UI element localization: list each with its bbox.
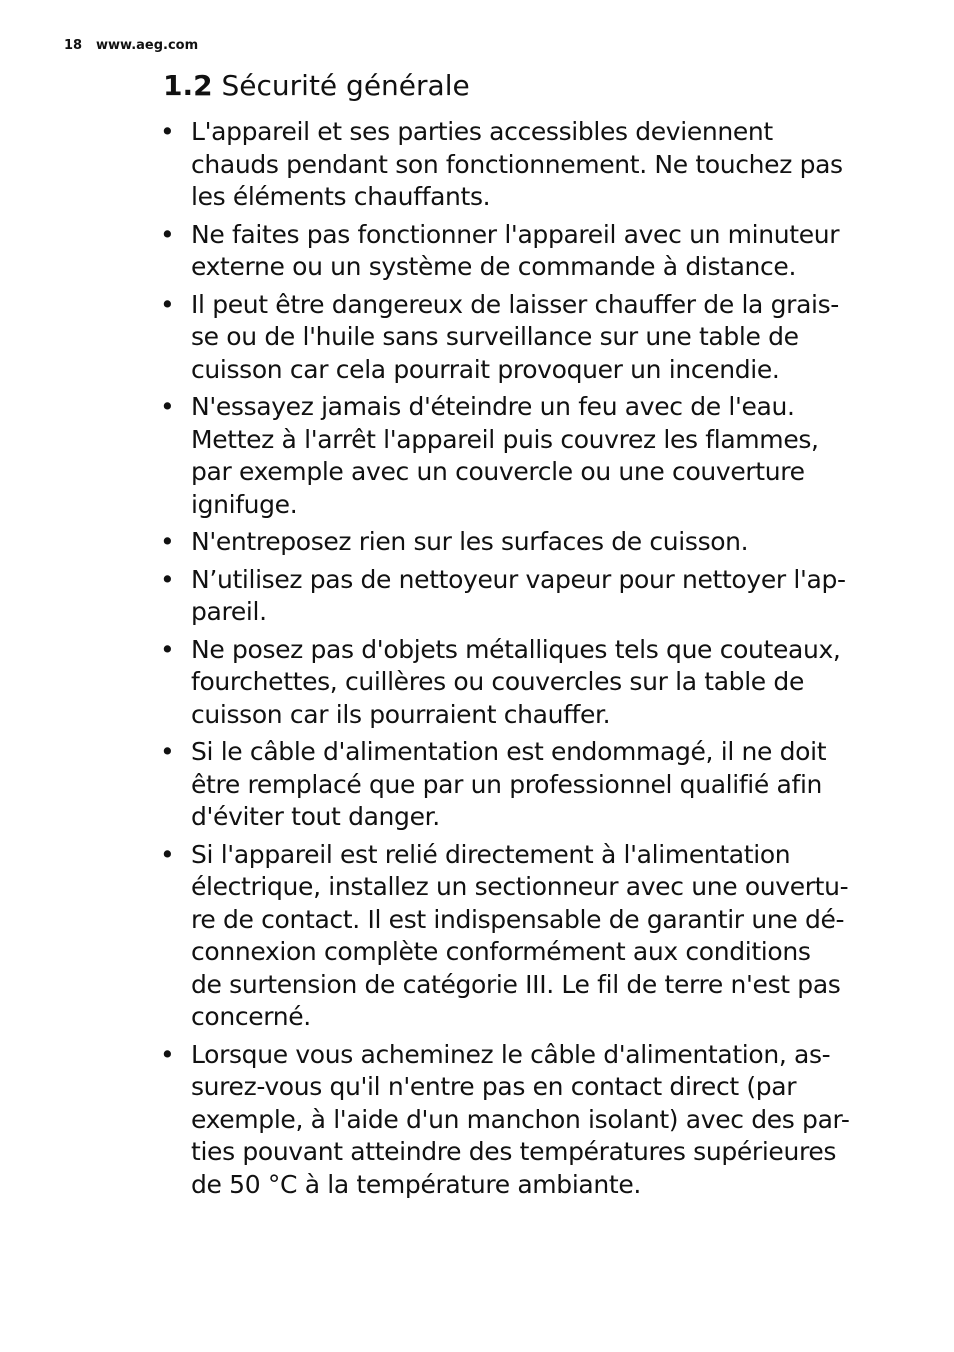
list-item	[160, 736, 900, 834]
website-link[interactable]: www.aeg.com	[96, 38, 199, 53]
list-item-line: N’utilisez pas de nettoyeur vapeur pour nettoyer l'ap-	[191, 564, 846, 594]
list-item-line: externe ou un système de commande à distance.	[191, 252, 797, 281]
list-item	[160, 219, 900, 284]
list-item-line: Il peut être dangereux de laisser chauffer de la grais-	[191, 289, 839, 319]
bullet-icon: •	[160, 564, 175, 594]
bullet-icon: •	[160, 289, 175, 319]
list-item-line: concerné.	[191, 1002, 311, 1031]
list-item-line: Ne posez pas d'objets métalliques tels que couteaux,	[191, 634, 841, 664]
list-item	[160, 391, 900, 521]
list-item-line: N'entreposez rien sur les surfaces de cuisson.	[191, 527, 749, 556]
list-item	[160, 1039, 900, 1202]
list-item-line: être remplacé que par un professionnel qualifié afin	[191, 769, 823, 799]
list-item-line: cuisson car cela pourrait provoquer un incendie.	[191, 354, 780, 384]
section-title-text: Sécurité générale	[221, 69, 470, 102]
list-item-line: re de contact. Il est indispensable de garantir une dé-	[191, 904, 845, 934]
bullet-icon: •	[160, 1039, 175, 1069]
bullet-icon: •	[160, 839, 175, 869]
list-item	[160, 839, 900, 1034]
list-item-line: pareil.	[191, 597, 267, 626]
bullet-icon: •	[160, 117, 175, 146]
list-item-line: fourchettes, cuillères ou couvercles sur la table de	[191, 667, 804, 696]
list-item-line: de 50 °C à la température ambiante.	[191, 1169, 641, 1199]
list-item-line: électrique, installez un sectionneur avec une ouvertu-	[191, 872, 849, 901]
list-item-line: exemple, à l'aide d'un manchon isolant) avec des par-	[191, 1104, 850, 1134]
list-item-line: chauds pendant son fonctionnement. Ne touchez pas	[191, 149, 843, 179]
bullet-icon: •	[160, 527, 175, 556]
list-item-line: cuisson car ils pourraient chauffer.	[191, 699, 611, 729]
list-item-line: Mettez à l'arrêt l'appareil puis couvrez les flammes,	[191, 424, 819, 454]
section-number: 1.2	[163, 69, 213, 102]
list-item	[160, 116, 900, 214]
list-item-line: les éléments chauffants.	[191, 182, 491, 211]
list-item-line: ties pouvant atteindre des températures supérieures	[191, 1137, 837, 1166]
bullet-icon: •	[160, 737, 175, 766]
list-item-line: L'appareil et ses parties accessibles deviennent	[191, 117, 773, 146]
page-number: 18	[64, 38, 83, 53]
list-item	[160, 634, 900, 732]
list-item-line: Ne faites pas fonctionner l'appareil avec un minuteur	[191, 219, 840, 249]
list-item-line: N'essayez jamais d'éteindre un feu avec de l'eau.	[191, 392, 795, 421]
bullet-icon: •	[160, 634, 175, 664]
bullet-icon: •	[160, 392, 175, 421]
list-item	[160, 526, 900, 559]
list-item-line: Lorsque vous acheminez le câble d'alimentation, as-	[191, 1039, 831, 1069]
list-item-line: connexion complète conformément aux conditions	[191, 937, 811, 966]
list-item	[160, 289, 900, 387]
list-item-line: d'éviter tout danger.	[191, 802, 440, 831]
list-item	[160, 564, 900, 629]
list-item-line: par exemple avec un couvercle ou une couverture	[191, 457, 805, 486]
list-item-line: se ou de l'huile sans surveillance sur une table de	[191, 322, 799, 351]
page-header	[64, 38, 198, 53]
list-item-line: Si l'appareil est relié directement à l'alimentation	[191, 839, 791, 869]
list-item-line: Si le câble d'alimentation est endommagé, il ne doit	[191, 737, 827, 766]
list-item-line: de surtension de catégorie III. Le fil de terre n'est pas	[191, 969, 841, 999]
list-item-line: ignifuge.	[191, 489, 298, 519]
section-title	[163, 66, 470, 106]
list-item-line: surez-vous qu'il n'entre pas en contact direct (par	[191, 1072, 797, 1101]
bullet-icon: •	[160, 219, 175, 249]
safety-bullet-list	[160, 116, 900, 1206]
